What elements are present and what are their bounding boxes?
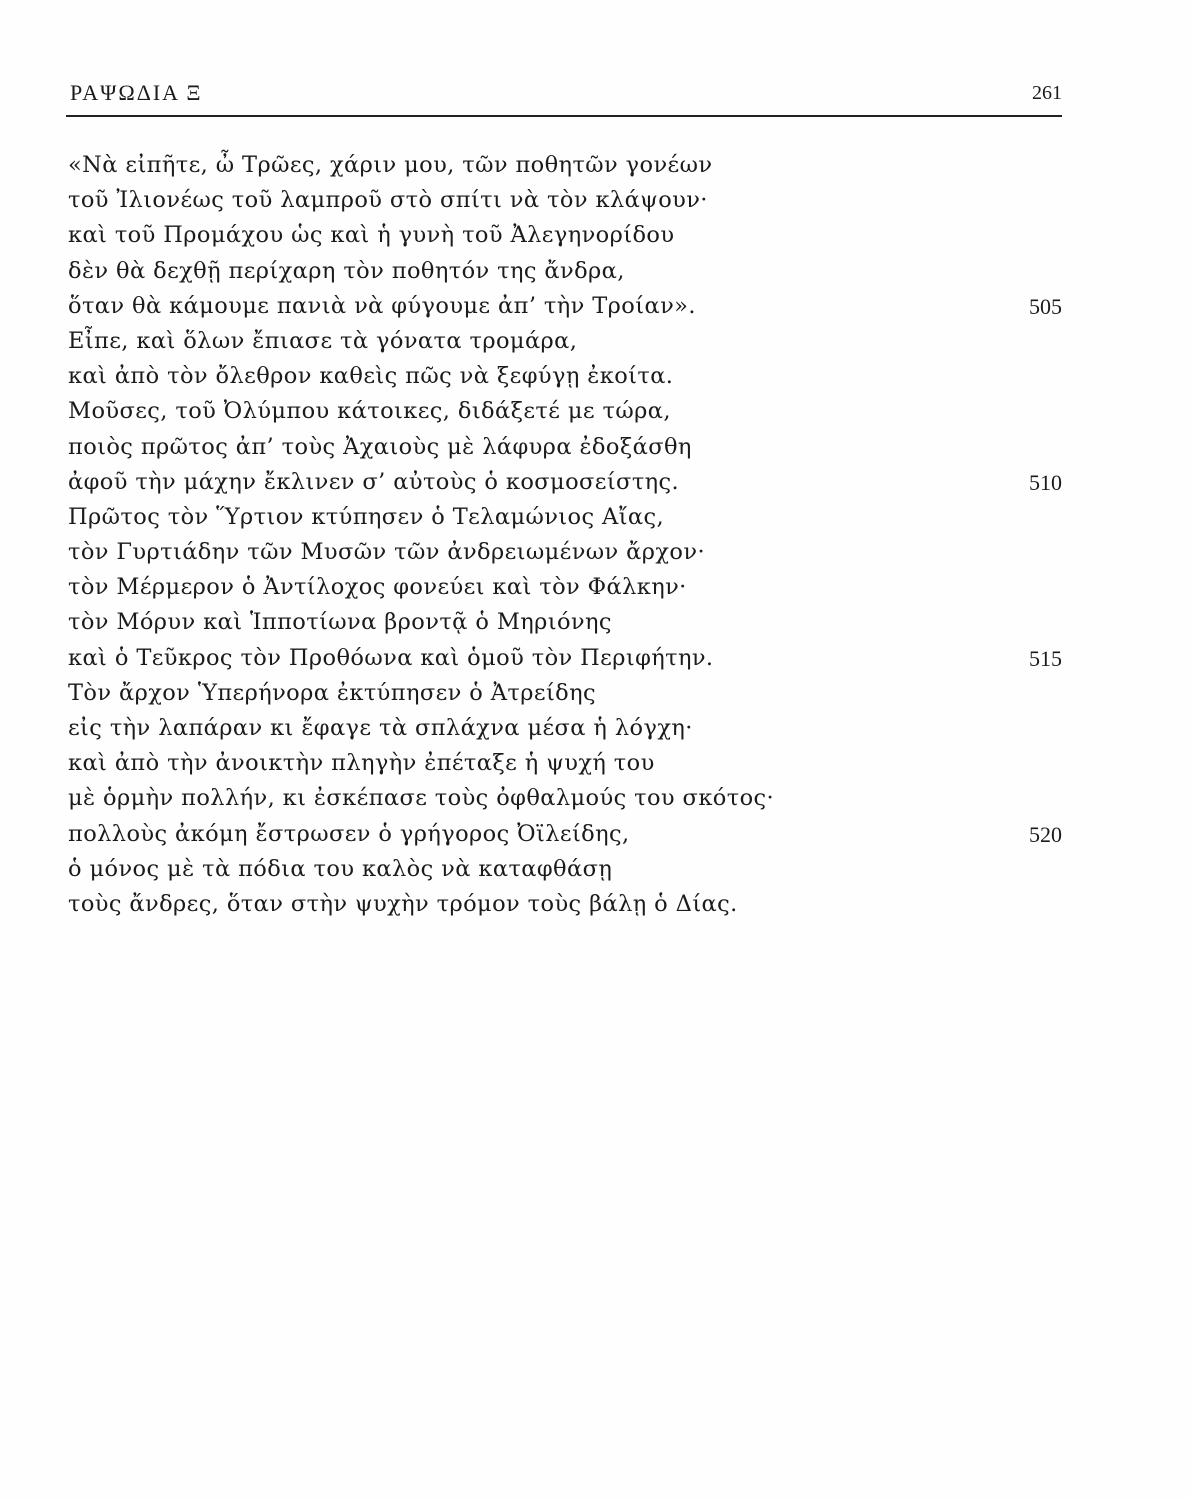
verse-line <box>68 430 1064 465</box>
verse-line <box>68 289 1064 324</box>
verse-text: καὶ ἀπὸ τὸν ὄλεθρον καθεὶς πῶς νὰ ξεφύγῃ ἐκοίτα. <box>68 363 674 390</box>
verse-line <box>68 746 1064 781</box>
verse-text: ὁ μόνος μὲ τὰ πόδια του καλὸς νὰ καταφθάσῃ <box>68 855 613 882</box>
verse-text: καὶ τοῦ Προμάχου ὡς καὶ ἡ γυνὴ τοῦ Ἀλεγηνορίδου <box>68 222 675 249</box>
verse-line <box>68 359 1064 394</box>
verse-text: καὶ ὁ Τεῦκρος τὸν Προθόωνα καὶ ὁμοῦ τὸν Περιφήτην. <box>68 644 714 671</box>
page-number: 261 <box>1032 82 1062 104</box>
verse-text: πολλοὺς ἀκόμη ἔστρωσεν ὁ γρήγορος Ὀϊλείδης, <box>68 820 630 847</box>
verse-text: τὸν Γυρτιάδην τῶν Μυσῶν τῶν ἀνδρειωμένων ἄρχον· <box>68 539 706 566</box>
verse-text: Πρῶτος τὸν Ὕρτιον κτύπησεν ὁ Τελαμώνιος Αἴας, <box>68 503 665 530</box>
verse-text: «Νὰ εἰπῆτε, ὦ Τρῶες, χάριν μου, τῶν ποθητῶν γονέων <box>68 152 713 178</box>
line-number: 520 <box>1029 821 1062 847</box>
verse-line <box>68 570 1064 605</box>
verse-line <box>68 817 1064 852</box>
verse-line <box>68 781 1064 816</box>
verse-line <box>68 324 1064 359</box>
verse-text: Μοῦσες, τοῦ Ὀλύμπου κάτοικες, διδάξετέ με τώρα, <box>68 398 671 425</box>
verse-text: ποιὸς πρῶτος ἀπ’ τοὺς Ἀχαιοὺς μὲ λάφυρα ἐδοξάσθη <box>68 433 692 460</box>
verse-text: μὲ ὁρμὴν πολλήν, κι ἐσκέπασε τοὺς ὀφθαλμούς του σκότος· <box>68 785 775 812</box>
verse-line <box>68 605 1064 640</box>
running-header <box>70 80 1062 110</box>
line-number: 510 <box>1029 469 1062 495</box>
line-number: 515 <box>1029 645 1062 671</box>
verse-text: καὶ ἀπὸ τὴν ἀνοικτὴν πληγὴν ἐπέταξε ἡ ψυχή του <box>68 750 655 777</box>
verse-line <box>68 394 1064 429</box>
verse-line <box>68 148 1064 183</box>
verse-text: Εἶπε, καὶ ὅλων ἔπιασε τὰ γόνατα τρομάρα, <box>68 327 578 354</box>
verse-text: ἀφοῦ τὴν μάχην ἔκλινεν σ’ αὐτοὺς ὁ κοσμοσείστης. <box>68 468 680 495</box>
verse-line <box>68 852 1064 887</box>
header-rule <box>66 115 1062 117</box>
verse-line <box>68 218 1064 253</box>
verse-text: Τὸν ἄρχον Ὑπερήνορα ἐκτύπησεν ὁ Ἀτρείδης <box>68 679 597 706</box>
verse-line <box>68 183 1064 218</box>
verse-text: τὸν Μέρμερον ὁ Ἀντίλοχος φονεύει καὶ τὸν Φάλκην· <box>68 574 687 601</box>
verse-line <box>68 641 1064 676</box>
chapter-title: ΡΑΨΩΔΙΑ Ξ <box>70 80 203 105</box>
verse-line <box>68 254 1064 289</box>
verse-line <box>68 465 1064 500</box>
verse-text: τοῦ Ἰλιονέως τοῦ λαμπροῦ στὸ σπίτι νὰ τὸν κλάψουν· <box>68 187 708 214</box>
verse-line <box>68 887 1064 922</box>
verse-line <box>68 535 1064 570</box>
verse-text: εἰς τὴν λαπάραν κι ἔφαγε τὰ σπλάχνα μέσα ἡ λόγχη· <box>68 715 693 741</box>
verse-line <box>68 676 1064 711</box>
verse-block <box>68 148 1064 922</box>
verse-text: δὲν θὰ δεχθῇ περίχαρη τὸν ποθητόν της ἄνδρα, <box>68 257 625 284</box>
verse-text: τοὺς ἄνδρες, ὅταν στὴν ψυχὴν τρόμον τοὺς βάλῃ ὁ Δίας. <box>68 890 738 917</box>
verse-line <box>68 500 1064 535</box>
verse-line <box>68 711 1064 746</box>
line-number: 505 <box>1029 293 1062 319</box>
verse-text: τὸν Μόρυν καὶ Ἱπποτίωνα βροντᾷ ὁ Μηριόνης <box>68 609 612 636</box>
verse-text: ὅταν θὰ κάμουμε πανιὰ νὰ φύγουμε ἀπ’ τὴν Τροίαν». <box>68 292 696 319</box>
